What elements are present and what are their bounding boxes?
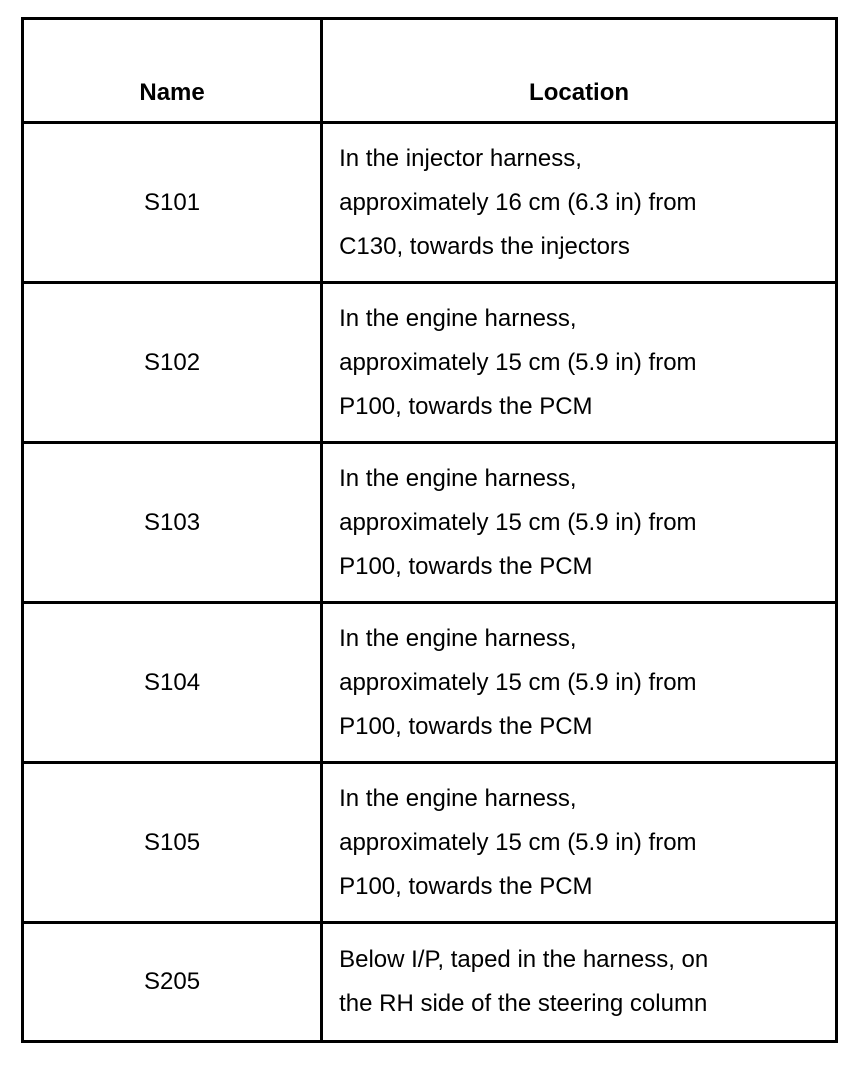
location-line: the RH side of the steering column xyxy=(339,990,708,1017)
splice-location-cell xyxy=(322,443,837,603)
location-line: approximately 15 cm (5.9 in) from xyxy=(339,508,697,536)
table-row xyxy=(23,603,837,763)
location-line: In the engine harness, xyxy=(339,464,577,492)
splice-name-cell: S205 xyxy=(23,923,322,1042)
location-line: approximately 16 cm (6.3 in) from xyxy=(339,188,697,216)
splice-location-cell xyxy=(322,763,837,923)
table-row xyxy=(23,283,837,443)
splice-name-cell: S103 xyxy=(23,443,322,603)
splice-name-cell: S105 xyxy=(23,763,322,923)
location-line: approximately 15 cm (5.9 in) from xyxy=(339,348,697,376)
splice-name-cell: S104 xyxy=(23,603,322,763)
location-line: Below I/P, taped in the harness, on xyxy=(339,946,709,973)
location-line: approximately 15 cm (5.9 in) from xyxy=(339,668,697,696)
location-line: In the engine harness, xyxy=(339,624,577,652)
splice-name-cell: S101 xyxy=(23,123,322,283)
location-line: P100, towards the PCM xyxy=(339,552,593,580)
location-line: In the engine harness, xyxy=(339,304,577,332)
location-line: P100, towards the PCM xyxy=(339,392,593,420)
splice-location-cell xyxy=(322,283,837,443)
location-line: P100, towards the PCM xyxy=(339,712,593,740)
location-column-header: Location xyxy=(322,19,837,123)
table-row xyxy=(23,923,837,1042)
table-row xyxy=(23,123,837,283)
location-line: In the injector harness, xyxy=(339,144,582,172)
location-line: P100, towards the PCM xyxy=(339,872,593,900)
splice-location-cell xyxy=(322,923,837,1042)
splice-location-cell xyxy=(322,603,837,763)
splice-name-cell: S102 xyxy=(23,283,322,443)
table-row xyxy=(23,443,837,603)
splice-location-table xyxy=(21,17,838,1043)
location-line: C130, towards the injectors xyxy=(339,232,630,260)
table-header-row xyxy=(23,19,837,123)
table-row xyxy=(23,763,837,923)
name-column-header: Name xyxy=(23,19,322,123)
location-line: In the engine harness, xyxy=(339,784,577,812)
splice-location-cell xyxy=(322,123,837,283)
location-line: approximately 15 cm (5.9 in) from xyxy=(339,828,697,856)
